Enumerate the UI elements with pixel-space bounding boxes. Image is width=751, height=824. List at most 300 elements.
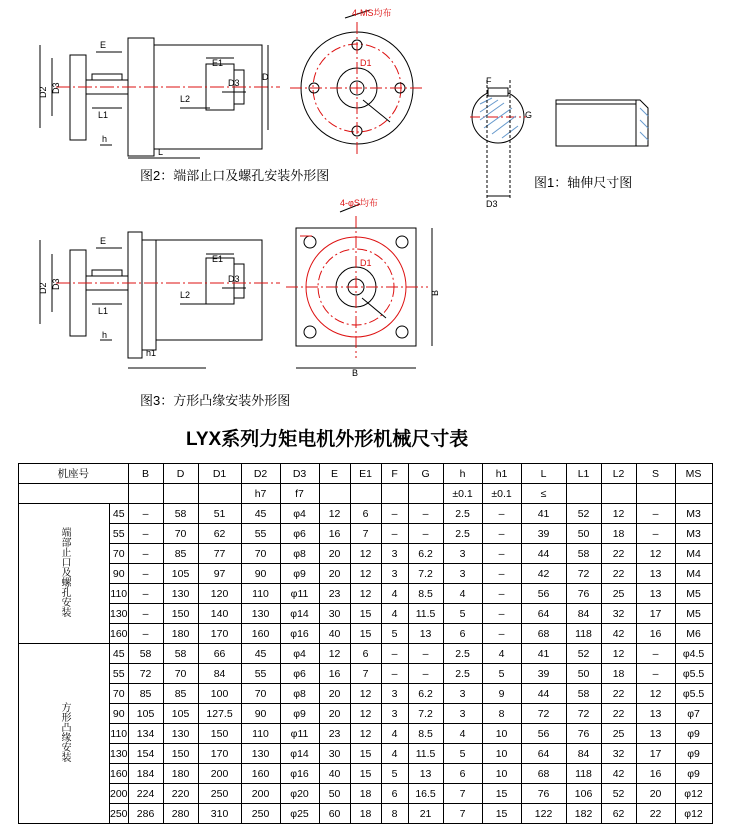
cell-3: 77 [198,544,241,564]
cell-8: 5 [381,764,408,784]
cell-0: 45 [110,504,129,524]
fig2-label-L: L [158,147,164,157]
sub-7 [350,484,381,504]
cell-4: 90 [241,704,280,724]
cell-7: 15 [350,624,381,644]
cell-7: 12 [350,544,381,564]
cell-16: M3 [675,524,712,544]
cell-12: 44 [521,544,566,564]
cell-5: φ4 [280,644,319,664]
fig1-caption: 图1：轴伸尺寸图 [534,175,633,190]
fig1-label-G: G [525,110,533,120]
col-header-4: D2 [241,464,280,484]
cell-11: 15 [482,804,521,824]
cell-10: 3 [443,684,482,704]
fig2-label-D2: D2 [38,86,48,98]
cell-9: 6.2 [408,684,443,704]
cell-16: φ4.5 [675,644,712,664]
cell-16: φ12 [675,804,712,824]
fig2-bolt-note: 4-MS均布 [352,8,392,18]
cell-4: 55 [241,664,280,684]
col-header-9: G [408,464,443,484]
cell-0: 45 [110,644,129,664]
cell-14: 32 [601,744,636,764]
sub-8 [381,484,408,504]
cell-6: 12 [319,504,350,524]
cell-13: 118 [566,764,601,784]
table-body [19,504,713,824]
cell-13: 118 [566,624,601,644]
cell-1: – [128,584,163,604]
cell-15: 12 [636,684,675,704]
cell-6: 16 [319,664,350,684]
cell-1: 286 [128,804,163,824]
cell-4: 45 [241,644,280,664]
cell-9: – [408,644,443,664]
cell-6: 60 [319,804,350,824]
cell-7: 18 [350,804,381,824]
sub-11: ±0.1 [482,484,521,504]
fig2-label-E1: E1 [212,58,224,68]
cell-1: – [128,504,163,524]
cell-8: 4 [381,604,408,624]
cell-5: φ25 [280,804,319,824]
fig2-label-D1: D1 [360,58,372,68]
cell-1: 72 [128,664,163,684]
cell-14: 52 [601,784,636,804]
cell-10: 7 [443,804,482,824]
fig3-label-E1: E1 [212,254,224,264]
fig3-label-D3b: D3 [228,274,240,284]
cell-15: – [636,504,675,524]
cell-14: 22 [601,544,636,564]
cell-9: 8.5 [408,584,443,604]
table-header-row [19,464,713,484]
cell-3: 170 [198,744,241,764]
cell-2: 70 [163,664,198,684]
fig1-label-F: F [486,76,492,86]
cell-14: 32 [601,604,636,624]
cell-12: 42 [521,564,566,584]
cell-3: 62 [198,524,241,544]
sub-13 [566,484,601,504]
cell-1: – [128,604,163,624]
cell-2: 105 [163,704,198,724]
cell-10: 5 [443,604,482,624]
cell-12: 76 [521,784,566,804]
col-header-5: D3 [280,464,319,484]
cell-5: φ9 [280,564,319,584]
cell-16: φ9 [675,744,712,764]
fig3-label-D3a: D3 [51,278,61,290]
cell-10: 2.5 [443,664,482,684]
cell-3: 97 [198,564,241,584]
cell-5: φ6 [280,664,319,684]
cell-1: 184 [128,764,163,784]
cell-11: – [482,584,521,604]
cell-1: 58 [128,644,163,664]
cell-7: 12 [350,684,381,704]
cell-9: 7.2 [408,704,443,724]
col-header-2: D [163,464,198,484]
cell-4: 70 [241,544,280,564]
cell-1: – [128,564,163,584]
fig3-label-L1: L1 [98,306,109,316]
cell-13: 72 [566,704,601,724]
cell-2: 150 [163,744,198,764]
cell-13: 182 [566,804,601,824]
cell-1: 224 [128,784,163,804]
cell-9: 11.5 [408,744,443,764]
cell-9: – [408,524,443,544]
cell-8: 4 [381,584,408,604]
cell-7: 6 [350,644,381,664]
cell-5: φ6 [280,524,319,544]
cell-1: – [128,524,163,544]
cell-0: 110 [110,584,129,604]
cell-6: 30 [319,744,350,764]
cell-11: 10 [482,744,521,764]
cell-7: 6 [350,504,381,524]
table-row [19,524,713,544]
cell-2: 130 [163,584,198,604]
fig1-label-D3: D3 [486,199,498,209]
cell-0: 70 [110,684,129,704]
cell-3: 66 [198,644,241,664]
fig2-label-L1: L1 [98,110,109,120]
cell-11: 10 [482,724,521,744]
cell-9: – [408,664,443,684]
cell-6: 20 [319,544,350,564]
cell-11: 8 [482,704,521,724]
cell-7: 18 [350,784,381,804]
cell-7: 12 [350,704,381,724]
sub-14 [601,484,636,504]
cell-9: 21 [408,804,443,824]
cell-16: M3 [675,504,712,524]
cell-12: 64 [521,744,566,764]
sub-12: ≤ [521,484,566,504]
cell-14: 12 [601,504,636,524]
group-label-1: 端部止口及螺孔安装 [19,504,110,644]
cell-5: φ16 [280,764,319,784]
fig2-label-D3a: D3 [51,82,61,94]
sub-3 [198,484,241,504]
cell-15: 17 [636,744,675,764]
cell-7: 15 [350,764,381,784]
cell-5: φ8 [280,544,319,564]
cell-9: 13 [408,764,443,784]
fig3-side-view [40,232,280,368]
cell-6: 12 [319,644,350,664]
cell-2: 130 [163,724,198,744]
cell-8: 3 [381,544,408,564]
cell-1: – [128,624,163,644]
cell-7: 12 [350,584,381,604]
cell-8: 3 [381,684,408,704]
cell-1: 85 [128,684,163,704]
cell-14: 18 [601,524,636,544]
fig3-label-D2: D2 [38,282,48,294]
table-subheader-row [19,484,713,504]
cell-10: 6 [443,624,482,644]
col-header-1: B [128,464,163,484]
cell-15: 12 [636,544,675,564]
cell-15: 13 [636,584,675,604]
cell-14: 22 [601,704,636,724]
cell-11: – [482,504,521,524]
cell-12: 56 [521,724,566,744]
col-header-10: h [443,464,482,484]
cell-2: 85 [163,684,198,704]
cell-4: 250 [241,804,280,824]
cell-15: 16 [636,624,675,644]
cell-2: 58 [163,504,198,524]
cell-12: 64 [521,604,566,624]
fig3-label-E: E [100,236,107,246]
cell-11: 10 [482,764,521,784]
cell-7: 12 [350,724,381,744]
cell-2: 105 [163,564,198,584]
cell-0: 200 [110,784,129,804]
cell-5: φ14 [280,744,319,764]
cell-12: 68 [521,764,566,784]
dimensions-table [18,463,713,824]
sub-1 [128,484,163,504]
fig3-label-B-right: B [430,289,440,296]
cell-10: 3 [443,544,482,564]
cell-0: 55 [110,524,129,544]
cell-11: – [482,524,521,544]
table-row [19,744,713,764]
cell-11: – [482,564,521,584]
sub-5: f7 [280,484,319,504]
cell-4: 160 [241,624,280,644]
cell-2: 220 [163,784,198,804]
cell-10: 2.5 [443,644,482,664]
cell-12: 44 [521,684,566,704]
fig2-label-L2: L2 [180,94,191,104]
cell-9: 6.2 [408,544,443,564]
cell-12: 41 [521,644,566,664]
cell-0: 160 [110,764,129,784]
table-row [19,664,713,684]
cell-12: 56 [521,584,566,604]
col-header-3: D1 [198,464,241,484]
cell-4: 160 [241,764,280,784]
table-row [19,544,713,564]
cell-0: 110 [110,724,129,744]
cell-6: 40 [319,624,350,644]
cell-9: 16.5 [408,784,443,804]
cell-15: 13 [636,704,675,724]
cell-5: φ16 [280,624,319,644]
cell-6: 23 [319,724,350,744]
cell-11: – [482,544,521,564]
cell-7: 15 [350,744,381,764]
cell-0: 250 [110,804,129,824]
cell-0: 130 [110,604,129,624]
cell-5: φ14 [280,604,319,624]
cell-13: 106 [566,784,601,804]
cell-14: 42 [601,764,636,784]
table-row [19,784,713,804]
table-row [19,624,713,644]
cell-8: 3 [381,704,408,724]
cell-8: 4 [381,744,408,764]
cell-5: φ4 [280,504,319,524]
cell-16: φ7 [675,704,712,724]
cell-5: φ11 [280,724,319,744]
col-header-12: L [521,464,566,484]
sub-6 [319,484,350,504]
cell-2: 180 [163,764,198,784]
cell-12: 41 [521,504,566,524]
sub-9 [408,484,443,504]
cell-16: φ5.5 [675,684,712,704]
cell-10: 3 [443,704,482,724]
cell-3: 140 [198,604,241,624]
cell-13: 50 [566,524,601,544]
sub-10: ±0.1 [443,484,482,504]
cell-4: 110 [241,724,280,744]
cell-6: 50 [319,784,350,804]
fig2-label-D: D [262,72,269,82]
cell-4: 90 [241,564,280,584]
cell-3: 100 [198,684,241,704]
group-label-2: 方形凸缘安装 [19,644,110,824]
cell-11: 4 [482,644,521,664]
cell-12: 68 [521,624,566,644]
cell-8: 3 [381,564,408,584]
cell-9: 13 [408,624,443,644]
cell-14: 25 [601,724,636,744]
cell-16: M4 [675,564,712,584]
cell-8: – [381,524,408,544]
cell-13: 76 [566,724,601,744]
cell-16: M4 [675,544,712,564]
cell-1: – [128,544,163,564]
cell-4: 45 [241,504,280,524]
cell-6: 30 [319,604,350,624]
cell-16: φ9 [675,724,712,744]
col-header-8: F [381,464,408,484]
sub-4: h7 [241,484,280,504]
cell-8: – [381,644,408,664]
col-header-15: S [636,464,675,484]
cell-7: 7 [350,524,381,544]
cell-2: 280 [163,804,198,824]
cell-3: 200 [198,764,241,784]
cell-4: 130 [241,744,280,764]
cell-10: 4 [443,724,482,744]
table-row [19,644,713,664]
cell-0: 130 [110,744,129,764]
cell-10: 5 [443,744,482,764]
cell-0: 90 [110,564,129,584]
cell-13: 52 [566,644,601,664]
col-header-6: E [319,464,350,484]
cell-5: φ8 [280,684,319,704]
cell-3: 127.5 [198,704,241,724]
cell-10: 6 [443,764,482,784]
col-header-14: L2 [601,464,636,484]
cell-16: M5 [675,584,712,604]
cell-1: 154 [128,744,163,764]
cell-2: 180 [163,624,198,644]
cell-6: 20 [319,684,350,704]
cell-11: 5 [482,664,521,684]
cell-5: φ20 [280,784,319,804]
col-header-7: E1 [350,464,381,484]
cell-0: 55 [110,664,129,684]
col-header-11: h1 [482,464,521,484]
cell-13: 84 [566,744,601,764]
cell-8: 8 [381,804,408,824]
table-row [19,564,713,584]
cell-0: 70 [110,544,129,564]
col-header-0: 机座号 [19,464,129,484]
cell-2: 70 [163,524,198,544]
sub-2 [163,484,198,504]
cell-15: – [636,524,675,544]
cell-11: 9 [482,684,521,704]
cell-4: 55 [241,524,280,544]
cell-6: 23 [319,584,350,604]
cell-12: 39 [521,664,566,684]
sub-0 [19,484,129,504]
cell-1: 134 [128,724,163,744]
cell-5: φ9 [280,704,319,724]
cell-13: 58 [566,544,601,564]
cell-7: 7 [350,664,381,684]
cell-12: 39 [521,524,566,544]
fig3-bolt-note: 4-φS均布 [340,198,378,208]
cell-3: 51 [198,504,241,524]
table-row [19,684,713,704]
cell-15: 16 [636,764,675,784]
cell-6: 20 [319,564,350,584]
sub-16 [675,484,712,504]
cell-3: 84 [198,664,241,684]
table-row [19,704,713,724]
cell-10: 7 [443,784,482,804]
cell-8: 5 [381,624,408,644]
cell-15: 17 [636,604,675,624]
cell-14: 62 [601,804,636,824]
cell-11: – [482,624,521,644]
cell-9: – [408,504,443,524]
cell-3: 150 [198,724,241,744]
cell-10: 2.5 [443,524,482,544]
col-header-16: MS [675,464,712,484]
cell-7: 12 [350,564,381,584]
fig3-label-h: h [102,330,108,340]
fig3-label-B-bottom: B [352,368,359,378]
cell-6: 20 [319,704,350,724]
cell-3: 310 [198,804,241,824]
cell-3: 120 [198,584,241,604]
cell-14: 18 [601,664,636,684]
cell-13: 76 [566,584,601,604]
cell-16: φ9 [675,764,712,784]
cell-5: φ11 [280,584,319,604]
cell-2: 150 [163,604,198,624]
sub-15 [636,484,675,504]
fig3-front-view [286,204,432,368]
cell-3: 170 [198,624,241,644]
cell-11: – [482,604,521,624]
